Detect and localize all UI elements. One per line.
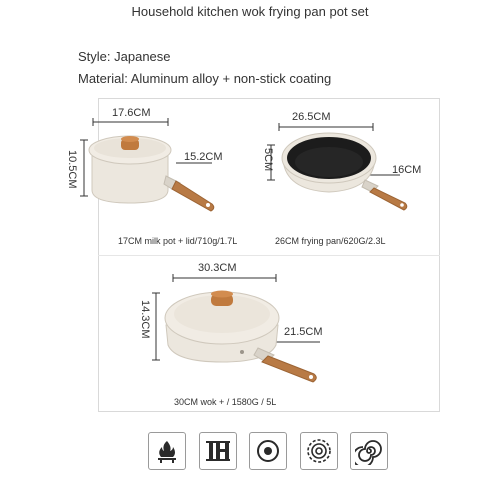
milk-pot-diameter-label: 17.6CM bbox=[112, 107, 151, 119]
electric-plate-icon bbox=[249, 432, 287, 470]
ceramic-hob-icon bbox=[300, 432, 338, 470]
wok-handle-label: 21.5CM bbox=[284, 326, 323, 338]
frying-pan-diameter-label: 26.5CM bbox=[292, 111, 331, 123]
style-spec: Style: Japanese bbox=[78, 49, 171, 64]
milk-pot-height-label: 10.5CM bbox=[66, 150, 78, 189]
stove-compatibility-icons bbox=[148, 432, 388, 472]
frying-pan-handle-label: 16CM bbox=[392, 164, 422, 176]
ih-induction-icon bbox=[199, 432, 237, 470]
milk-pot-caption: 17CM milk pot + lid/710g/1.7L bbox=[118, 236, 238, 246]
coil-stove-icon bbox=[350, 432, 388, 470]
material-spec: Material: Aluminum alloy + non-stick coating bbox=[78, 71, 332, 86]
frying-pan-caption: 26CM frying pan/620G/2.3L bbox=[275, 236, 386, 246]
milk-pot-handle-label: 15.2CM bbox=[184, 151, 223, 163]
gas-flame-icon bbox=[148, 432, 186, 470]
page-title: Household kitchen wok frying pan pot set bbox=[131, 4, 369, 19]
wok-diameter-label: 30.3CM bbox=[198, 262, 237, 274]
frying-pan-depth-label: 5CM bbox=[262, 148, 274, 172]
wok-height-label: 14.3CM bbox=[139, 300, 151, 339]
wok-caption: 30CM wok + / 1580G / 5L bbox=[174, 397, 277, 407]
